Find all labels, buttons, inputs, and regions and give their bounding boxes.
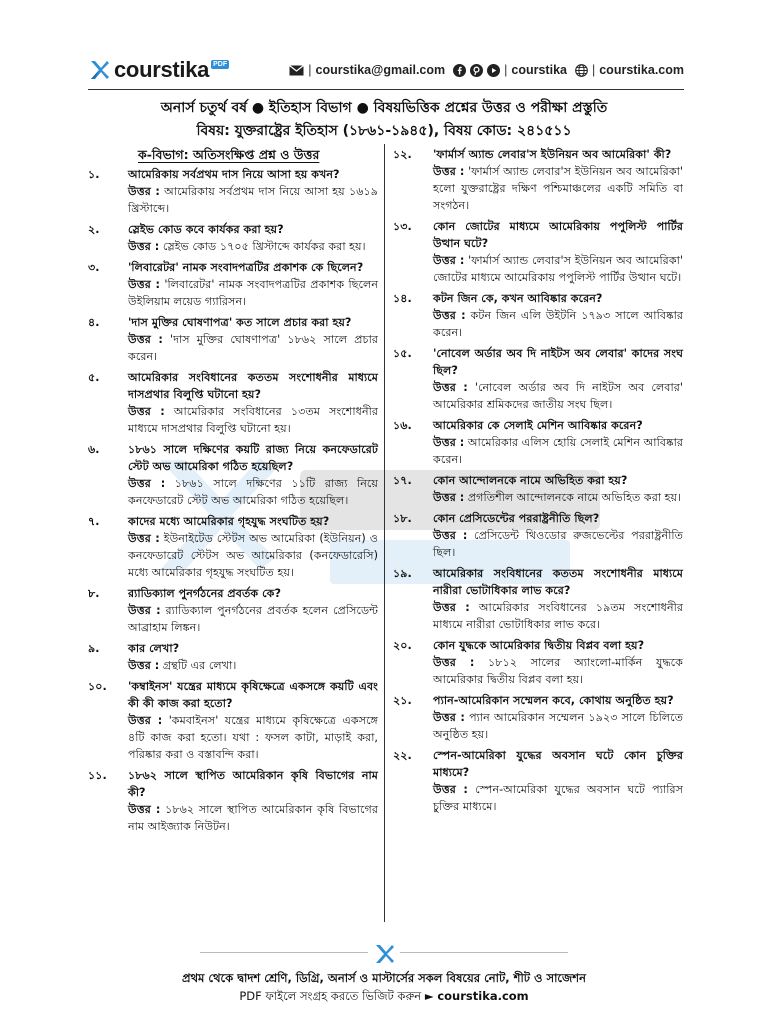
qa-body (433, 510, 683, 561)
question-number: ৭. (88, 515, 100, 528)
qa-body (433, 692, 683, 743)
question-text: আমেরিকার কে সেলাই মেশিন আবিষ্কার করেন? (433, 419, 643, 432)
question-number: ২. (88, 223, 100, 236)
question-number: ২১. (393, 694, 412, 707)
qa-item (393, 417, 683, 468)
answer-label: উত্তর : (128, 477, 166, 490)
question-number: ১. (88, 168, 100, 181)
answer-text: আমেরিকার সংবিধানের ১৩তম সংশোধনীর মাধ্যমে দাসপ্রথার বিলুপ্তি ঘটানো হয়। (128, 405, 378, 435)
qa-body (128, 767, 378, 835)
qa-item (88, 221, 378, 255)
answer-label: উত্তর : (128, 405, 165, 418)
question-number: ৯. (88, 642, 100, 655)
answer (433, 781, 683, 815)
answer-label: উত্তর : (128, 240, 160, 253)
question-text: র‌্যাডিক্যাল পুনর্গঠনের প্রবর্তক কে? (128, 587, 281, 600)
answer-label: উত্তর : (433, 783, 468, 796)
answer (128, 801, 378, 835)
document-title: অনার্স চতুর্থ বর্ষ ● ইতিহাস বিভাগ ● বিষয়ভিত্তিক প্রশ্নের উত্তর ও পরীক্ষা প্রস্তুতি (160, 100, 608, 116)
qa-item (393, 692, 683, 743)
qa-item (393, 637, 683, 688)
envelope-icon (289, 65, 304, 76)
qa-body (128, 166, 378, 217)
answer-label: উত্তর : (128, 714, 163, 727)
qa-item (393, 472, 683, 506)
question-number: ১৯. (393, 567, 412, 580)
answer (128, 657, 378, 674)
question-number: ১১. (88, 769, 107, 782)
answer-label: উত্তর : (433, 436, 465, 449)
question-number: ১৮. (393, 512, 412, 525)
question-number: ১২. (393, 148, 412, 161)
question-number: ১০. (88, 680, 107, 693)
qa-item (393, 747, 683, 815)
column-divider (384, 144, 385, 922)
footer-visit (0, 988, 768, 1007)
question-text: ১৮৬১ সালে দক্ষিণের কয়টি রাজ্য নিয়ে কনফেডারেট স্টেট অভ আমেরিকা গঠিত হয়েছিল? (128, 443, 378, 473)
answer-label: উত্তর : (128, 185, 160, 198)
qa-item (393, 345, 683, 413)
website-contact[interactable]: | courstika.com (575, 63, 684, 77)
courstika-logo-icon (88, 59, 110, 81)
answer-label: উত্তর : (128, 532, 160, 545)
question-number: ১৩. (393, 220, 412, 233)
qa-body (433, 417, 683, 468)
brand-pdf-badge: PDF (213, 60, 228, 68)
answer-label: উত্তর : (433, 309, 466, 322)
answer-label: উত্তর : (433, 381, 468, 394)
left-column (88, 146, 378, 839)
answer (128, 530, 378, 581)
answer-text: কটন জিন এলি উইটনি ১৭৯৩ সালে আবিষ্কার করেন। (433, 309, 683, 339)
globe-icon (575, 64, 588, 77)
answer-label: উত্তর : (433, 254, 465, 267)
qa-item (393, 510, 683, 561)
answer-text: 'দাস মুক্তির ঘোষণাপত্র' ১৮৬২ সালে প্রচার করেন। (128, 333, 378, 363)
answer-label: উত্তর : (128, 604, 161, 617)
answer-text: 'ফার্মার্স অ্যান্ড লেবার'স ইউনিয়ন অব আমেরিকা' হলো যুক্তরাষ্ট্রের দক্ষিণ পশ্চিমাঞ্চলের একটি সমিতি বা সংগঠন। (433, 165, 683, 212)
left-qa-list (88, 166, 378, 835)
question-number: ১৪. (393, 292, 412, 305)
header-divider (88, 89, 684, 90)
question-number: ১৫. (393, 347, 412, 360)
answer (433, 489, 683, 506)
question-number: ৮. (88, 587, 100, 600)
website-text: courstika.com (599, 63, 684, 77)
question-text: 'ফার্মার্স অ্যান্ড লেবার'স ইউনিয়ন অব আমেরিকা' কী? (433, 148, 672, 161)
courstika-footer-logo-icon (373, 944, 395, 964)
qa-item (393, 218, 683, 286)
answer-text: র‌্যাডিক্যাল পুনর্গঠনের প্রবর্তক হলেন প্রেসিডেন্ট আব্রাহাম লিঙ্কন। (128, 604, 378, 634)
qa-item (88, 678, 378, 763)
footer-tagline: প্রথম থেকে দ্বাদশ শ্রেণি, ডিগ্রি, অনার্স ও মাস্টার্সের সকল বিষয়ের নোট, শীট ও সাজেশন (182, 971, 586, 985)
qa-body (433, 218, 683, 286)
qa-body (433, 565, 683, 633)
question-text: আমেরিকার সংবিধানের কততম সংশোধনীর মাধ্যমে নারীরা ভোটাধিকার লাভ করে? (433, 567, 683, 597)
footer-divider-left (200, 952, 368, 953)
answer-text: 'নোবেল অর্ডার অব দি নাইটস অব লেবার' আমেরিকার শ্রমিকদের জাতীয় সংঘ ছিল। (433, 381, 684, 411)
qa-body (128, 585, 378, 636)
qa-item (88, 513, 378, 581)
question-text: কোন প্রেসিডেন্টের পররাষ্ট্রনীতি ছিল? (433, 512, 600, 525)
footer-divider-right (400, 952, 568, 953)
answer (128, 238, 378, 255)
question-text: স্লেইভ কোড কবে কার্যকর করা হয়? (128, 223, 284, 236)
question-text: 'দাস মুক্তির ঘোষণাপত্র' কত সালে প্রচার করা হয়? (128, 316, 352, 329)
question-text: কটন জিন কে, কখন আবিষ্কার করেন? (433, 292, 603, 305)
answer-text: ১৮৬১ সালে দক্ষিণের ১১টি রাজ্য নিয়ে কনফেডারেট স্টেট অভ আমেরিকা গঠিত হয়েছিল। (128, 477, 378, 507)
answer (128, 331, 378, 365)
answer-text: ১৮১২ সালের অ্যাংলো-মার্কিন যুদ্ধকে আমেরিকার দ্বিতীয় বিপ্লব বলা হয়। (433, 656, 683, 686)
answer (433, 252, 683, 286)
qa-item (88, 369, 378, 437)
qa-body (433, 747, 683, 815)
qa-body (433, 637, 683, 688)
qa-item (88, 640, 378, 674)
qa-body (433, 146, 683, 214)
question-text: প্যান-আমেরিকান সম্মেলন কবে, কোথায় অনুষ্ঠিত হয়? (433, 694, 674, 707)
qa-item (393, 146, 683, 214)
answer-text: 'কমবাইনস' যন্ত্রের মাধ্যমে কৃষিক্ষেত্রে একসঙ্গে ৪টি কাজ করা হতো। যথা : ফসল কাটা, মাড়াই করা, পরিষ্কার করা ও বস্তাবন্দি করা। (128, 714, 378, 761)
answer-label: উত্তর : (433, 165, 465, 178)
qa-item (88, 259, 378, 310)
qa-body (128, 259, 378, 310)
answer-text: স্লেইভ কোড ১৭০৫ খ্রিস্টাব্দে কার্যকর করা হয়। (162, 240, 366, 253)
facebook-icon (453, 64, 466, 77)
qa-body (128, 369, 378, 437)
question-number: ৬. (88, 443, 100, 456)
answer-text: প্যান আমেরিকান সম্মেলন ১৯২৩ সালে চিলিতে অনুষ্ঠিত হয়। (433, 711, 683, 741)
email-contact[interactable]: | courstika@gmail.com (289, 63, 445, 77)
qa-item (393, 565, 683, 633)
answer (128, 403, 378, 437)
brand[interactable] (88, 57, 229, 83)
contact-bar (289, 63, 684, 77)
answer-label: উত্তর : (128, 803, 161, 816)
qa-body (433, 472, 683, 506)
qa-body (128, 513, 378, 581)
question-text: কোন যুদ্ধকে আমেরিকার দ্বিতীয় বিপ্লব বলা হয়? (433, 639, 645, 652)
answer-label: উত্তর : (433, 491, 465, 504)
qa-body (128, 441, 378, 509)
answer (433, 434, 683, 468)
qa-item (393, 290, 683, 341)
answer-text: স্পেন-আমেরিকা যুদ্ধের অবসান ঘটে প্যারিস চুক্তির মাধ্যমে। (433, 783, 683, 813)
answer-label: উত্তর : (128, 659, 160, 672)
question-number: ৩. (88, 261, 100, 274)
qa-item (88, 314, 378, 365)
question-text: 'লিবারেটর' নামক সংবাদপত্রটির প্রকাশক কে ছিলেন? (128, 261, 364, 274)
question-number: ২২. (393, 749, 412, 762)
question-text: ১৮৬২ সালে স্থাপিত আমেরিকান কৃষি বিভাগের নাম কী? (128, 769, 378, 799)
qa-body (433, 345, 683, 413)
answer-text: 'লিবারেটর' নামক সংবাদপত্রটির প্রকাশক ছিলেন উইলিয়াম লয়েড গ্যারিসন। (128, 278, 379, 308)
answer-text: ইউনাইটেড স্টেটস অভ আমেরিকা (ইউনিয়ন) ও কনফেডারেট স্টেটস অভ আমেরিকার (কনফেডারেসি) মধ্যে আমেরিকার গৃহযুদ্ধ সংঘটিত হয়। (128, 532, 378, 579)
answer-label: উত্তর : (433, 711, 465, 724)
question-text: আমেরিকার সংবিধানের কততম সংশোধনীর মাধ্যমে দাসপ্রথার বিলুপ্তি ঘটানো হয়? (128, 371, 378, 401)
question-text: কোন আন্দোলনকে নামে অভিহিত করা হয়? (433, 474, 628, 487)
pinterest-icon (470, 64, 483, 77)
answer (128, 602, 378, 636)
question-number: ৪. (88, 316, 100, 329)
answer-text: আমেরিকার এলিস হোয়ি সেলাই মেশিন আবিষ্কার করেন। (433, 436, 683, 466)
right-column (393, 146, 683, 819)
answer-text: আমেরিকায় সর্বপ্রথম দাস নিয়ে আসা হয় ১৬১৯ খ্রিস্টাব্দে। (128, 185, 379, 215)
answer-label: উত্তর : (128, 333, 163, 346)
answer (433, 527, 683, 561)
answer-label: উত্তর : (433, 529, 468, 542)
answer (128, 183, 378, 217)
answer (433, 379, 683, 413)
answer-text: 'ফার্মার্স অ্যান্ড লেবার'স ইউনিয়ন অব আমেরিকা' জোটের মাধ্যমে আমেরিকায় পপুলিস্ট পার্টির উত্থান ঘটে। (433, 254, 683, 284)
section-title: ক-বিভাগ: অতিসংক্ষিপ্ত প্রশ্ন ও উত্তর (138, 147, 320, 162)
question-text: কার লেখা? (128, 642, 180, 655)
qa-item (88, 585, 378, 636)
page-header (88, 52, 684, 88)
answer (433, 307, 683, 341)
social-handle: courstika (511, 63, 567, 77)
answer (433, 654, 683, 688)
email-text: courstika@gmail.com (315, 63, 446, 77)
answer-text: গ্রন্থটি এর লেখা। (162, 659, 237, 672)
answer-text: প্রগতিশীল আন্দোলনকে নামে অভিহিত করা হয়। (467, 491, 682, 504)
question-number: ১৭. (393, 474, 412, 487)
qa-item (88, 166, 378, 217)
question-text: স্পেন-আমেরিকা যুদ্ধের অবসান ঘটে কোন চুক্তির মাধ্যমে? (433, 749, 683, 779)
footer-visit-text: PDF ফাইলে সংগ্রহ করতে ভিজিট করুন ► (239, 989, 434, 1003)
qa-body (128, 314, 378, 365)
question-text: 'কম্বাইনস' যন্ত্রের মাধ্যমে কৃষিক্ষেত্রে একসঙ্গে কয়টি এবং কী কী কাজ করা হতো? (128, 680, 378, 710)
qa-body (433, 290, 683, 341)
qa-body (128, 640, 378, 674)
answer-text: প্রেসিডেন্ট থিওডোর রুজভেল্টের পররাষ্ট্রনীতি ছিল। (433, 529, 683, 559)
question-text: কাদের মধ্যে আমেরিকার গৃহযুদ্ধ সংঘটিত হয়? (128, 515, 330, 528)
question-text: 'নোবেল অর্ডার অব দি নাইটস অব লেবার' কাদের সংঘ ছিল? (433, 347, 683, 377)
qa-item (88, 767, 378, 835)
answer-label: উত্তর : (128, 278, 161, 291)
right-qa-list (393, 146, 683, 815)
youtube-icon (487, 64, 500, 77)
answer (433, 709, 683, 743)
question-number: ২০. (393, 639, 412, 652)
qa-body (128, 678, 378, 763)
question-number: ১৬. (393, 419, 412, 432)
answer (433, 599, 683, 633)
question-number: ৫. (88, 371, 100, 384)
answer-text: ১৮৬২ সালে স্থাপিত আমেরিকান কৃষি বিভাগের নাম আইজ্যাক নিউটন। (128, 803, 378, 833)
footer-url-link[interactable]: courstika.com (437, 989, 529, 1003)
question-text: আমেরিকায় সর্বপ্রথম দাস নিয়ে আসা হয় কখন? (128, 168, 340, 181)
answer-label: উত্তর : (433, 601, 470, 614)
answer-label: উত্তর : (433, 656, 475, 669)
social-contact[interactable]: | courstika (453, 63, 567, 77)
answer (128, 475, 378, 509)
document-subtitle: বিষয়: যুক্তরাষ্ট্রের ইতিহাস (১৮৬১-১৯৪৫), বিষয় কোড: ২৪১৫১১ (196, 123, 572, 139)
qa-body (128, 221, 378, 255)
answer (128, 712, 378, 763)
question-text: কোন জোটের মাধ্যমে আমেরিকায় পপুলিস্ট পার্টির উত্থান ঘটে? (433, 220, 683, 250)
answer (128, 276, 378, 310)
brand-name: courstika (114, 57, 210, 82)
answer-text: আমেরিকার সংবিধানের ১৯তম সংশোধনীর মাধ্যমে নারীরা ভোটাধিকার লাভ করে। (433, 601, 683, 631)
qa-item (88, 441, 378, 509)
answer (433, 163, 683, 214)
